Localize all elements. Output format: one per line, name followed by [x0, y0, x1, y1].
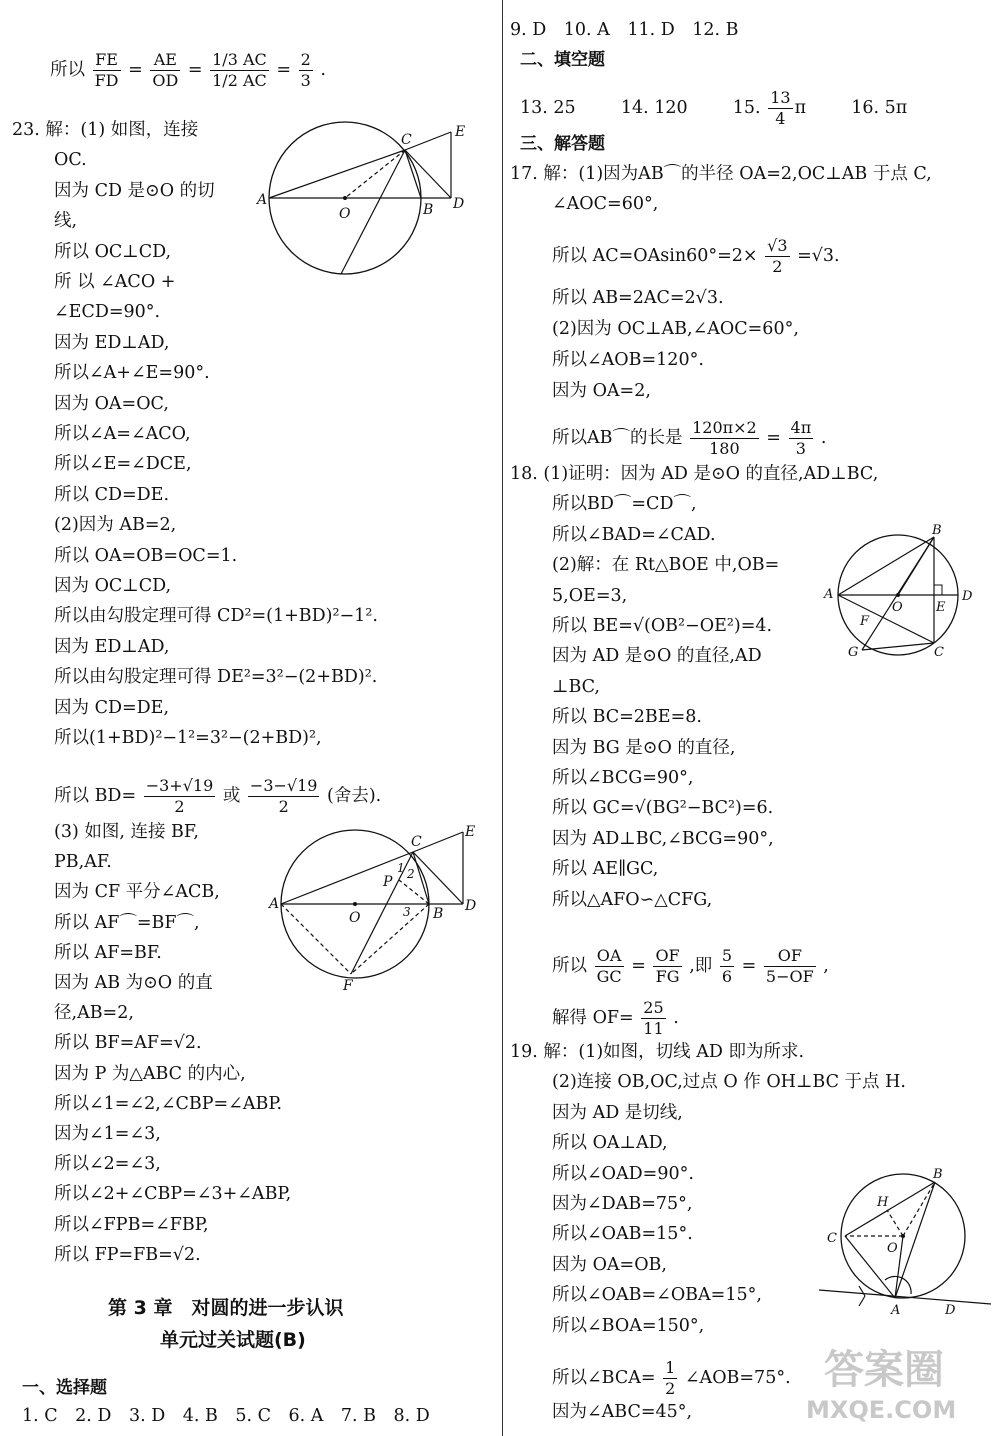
figure-label: A	[891, 1303, 901, 1318]
figure-label: E	[936, 600, 946, 615]
denominator: 2	[278, 797, 289, 816]
text-line: 因为 AB 为⊙O 的直	[54, 973, 213, 993]
text-line: 所以∠E=∠DCE,	[54, 454, 192, 475]
figure-23-1	[255, 118, 480, 283]
figure-label: E	[465, 824, 476, 840]
text-line: ∠ECD=90°.	[54, 302, 161, 323]
figure-label: P	[383, 874, 393, 890]
figure-18	[820, 522, 980, 662]
fill-answers	[520, 88, 907, 129]
answer-15: 15.	[732, 98, 761, 118]
text: 所以	[552, 956, 587, 976]
text: .	[673, 1008, 679, 1028]
fraction	[150, 50, 180, 91]
fraction	[299, 50, 313, 91]
intro-equation	[50, 50, 326, 91]
bd-equation	[54, 776, 381, 817]
denominator: 180	[709, 439, 740, 458]
fraction	[641, 998, 665, 1039]
text-line: 所以(1+BD)²−1²=3²−(2+BD)²,	[54, 728, 322, 748]
text-line: (2)解：在 Rt△BOE 中,OB=	[552, 555, 780, 576]
text: .	[820, 428, 827, 448]
fraction	[653, 946, 681, 987]
denominator: GC	[596, 967, 622, 986]
text-line: 所以∠OAD=90°.	[552, 1163, 694, 1184]
numerator: 4π	[790, 418, 812, 437]
text-line: ⊥BC,	[552, 676, 600, 697]
text-line: 所以∠BCG=90°,	[552, 768, 694, 788]
figure-label: C	[401, 132, 412, 148]
denominator: 11	[643, 1019, 664, 1038]
text-line: (2)因为 AB=2,	[54, 515, 177, 536]
numerator: 13	[770, 88, 791, 107]
figure-label: 2	[407, 867, 415, 881]
p17-arc-length	[552, 418, 826, 459]
text: =	[631, 956, 646, 976]
figure-label: O	[887, 1241, 898, 1256]
text: (舍去).	[327, 786, 382, 806]
text: π	[794, 98, 807, 118]
figure-label: 3	[403, 905, 411, 919]
section-fill: 二、填空题	[520, 50, 605, 70]
section-solve: 三、解答题	[520, 134, 605, 154]
fraction	[764, 946, 816, 987]
text-line: 所以∠BAD=∠CAD.	[552, 524, 716, 545]
text-line: 所以∠OAB=∠OBA=15°,	[552, 1285, 762, 1306]
denominator: 4	[775, 109, 786, 128]
denominator: FD	[94, 71, 119, 90]
test-title: 单元过关试题(B)	[160, 1329, 306, 1351]
fraction	[690, 418, 759, 459]
text-line: 因为 CF 平分∠ACB,	[54, 882, 220, 903]
figure-label: A	[269, 896, 280, 912]
denominator: 5−OF	[765, 967, 814, 986]
text-line: 17. 解：(1)因为AB⌒的半径 OA=2,OC⊥AB 于点 C,	[510, 164, 932, 184]
answer-13: 13. 25	[520, 98, 576, 118]
numerator: −3−√19	[249, 776, 318, 795]
text: =	[766, 428, 781, 448]
fraction	[789, 418, 814, 459]
text-line: ∠AOC=60°,	[552, 194, 659, 214]
text-line: 所以 OA⊥AD,	[552, 1133, 668, 1154]
text-line: 所以 BC=2BE=8.	[552, 707, 702, 728]
answer-14: 14. 120	[620, 98, 688, 118]
fraction	[595, 946, 624, 987]
text-line: 所以∠AOB=120°.	[552, 350, 704, 370]
text: 所以∠BCA=	[552, 1368, 656, 1388]
text-line: 所以 CD=DE.	[54, 484, 170, 505]
numerator: 5	[721, 946, 733, 965]
text-line: 所以∠A+∠E=90°.	[54, 363, 210, 384]
figure-label: F	[860, 614, 870, 629]
text: ,即	[689, 956, 713, 976]
text-line: 所以∠FPB=∠FBP,	[54, 1214, 209, 1235]
text-line: 因为 AD 是⊙O 的直径,AD	[552, 646, 762, 667]
denominator: OD	[152, 71, 179, 90]
figure-label: D	[962, 589, 973, 604]
figure-label: B	[433, 906, 444, 922]
text-line: 因为 ED⊥AD,	[54, 636, 170, 657]
text-line: 所以∠1=∠2,∠CBP=∠ABP.	[54, 1093, 283, 1114]
figure-label: 1	[397, 861, 405, 875]
p19-last-line: 因为∠ABC=45°,	[552, 1402, 693, 1422]
numerator: FE	[93, 50, 121, 71]
figure-label: D	[453, 196, 465, 212]
fraction	[765, 236, 789, 277]
answers-line-1: 1. C 2. D 3. D 4. B 5. C 6. A 7. B 8. D	[22, 1406, 430, 1426]
numerator: OA	[595, 946, 624, 967]
text-line: 18. (1)证明：因为 AD 是⊙O 的直径,AD⊥BC,	[510, 464, 879, 484]
text-line: 所以由勾股定理可得 CD²=(1+BD)²−1².	[54, 606, 378, 627]
text: =	[741, 956, 757, 976]
p17-ac-equation	[552, 236, 840, 277]
p18-solve	[552, 998, 679, 1039]
watermark-url: MXQE.COM	[806, 1396, 957, 1424]
text-line: 所以 BE=√(OB²−OE²)=4.	[552, 616, 773, 636]
text-line: (2)连接 OB,OC,过点 O 作 OH⊥BC 于点 H.	[552, 1072, 906, 1093]
figure-label: O	[892, 600, 903, 615]
text-line: 因为 P 为△ABC 的内心,	[54, 1063, 246, 1084]
text-line: 所 以 ∠ACO +	[54, 272, 176, 292]
text: ∠AOB=75°.	[684, 1368, 791, 1388]
text-line: 所以△AFO∽△CFG,	[552, 889, 713, 910]
text-line: 19. 解：(1)如图，切线 AD 即为所求.	[510, 1042, 805, 1062]
p19-bca	[552, 1358, 791, 1399]
numerator: 1	[665, 1358, 676, 1377]
figure-label: B	[933, 1167, 943, 1182]
text-line: 因为 BG 是⊙O 的直径,	[552, 737, 736, 758]
text-line: 所以 AF⌒=BF⌒,	[54, 912, 200, 933]
text-line: 因为 CD=DE,	[54, 697, 170, 718]
fraction	[768, 88, 792, 129]
text-line: 因为 ED⊥AD,	[54, 332, 170, 353]
text: 所以	[50, 60, 85, 80]
text-line: 所以∠OAB=15°.	[552, 1224, 693, 1245]
fraction	[663, 1358, 677, 1399]
text-line: 23. 解：(1) 如图，连接	[12, 120, 199, 140]
fraction	[210, 50, 269, 91]
text-line: OC.	[54, 150, 87, 171]
text-line: 因为 OA=2,	[552, 381, 651, 401]
text: 所以AB⌒的长是	[552, 428, 683, 448]
text-line: 因为∠1=∠3,	[54, 1124, 161, 1144]
text-line: 所以 AE∥GC,	[552, 859, 659, 880]
figure-label: B	[932, 523, 942, 538]
p18-ratio	[552, 946, 829, 987]
denominator: 1/2 AC	[212, 71, 267, 90]
figure-label: G	[848, 645, 859, 660]
denominator: 2	[174, 797, 185, 816]
text-line: (2)因为 OC⊥AB,∠AOC=60°,	[552, 319, 799, 339]
text-line: 所以 GC=√(BG²−BC²)=6.	[552, 798, 774, 819]
denominator: FG	[655, 967, 680, 986]
denominator: 2	[772, 257, 783, 276]
text: 或	[222, 786, 241, 806]
figure-label: B	[423, 202, 434, 218]
text-line: (3) 如图, 连接 BF,	[54, 822, 199, 842]
numerator: OF	[764, 946, 816, 967]
text: =	[276, 60, 292, 80]
section-choice: 一、选择题	[22, 1378, 107, 1398]
fraction	[93, 50, 121, 91]
figure-19	[815, 1162, 995, 1322]
figure-label: H	[877, 1195, 889, 1210]
figure-label: A	[257, 192, 268, 208]
figure-label: O	[339, 206, 351, 222]
text-line: 所以∠2+∠CBP=∠3+∠ABP,	[54, 1184, 292, 1205]
text-line: 因为 AD⊥BC,∠BCG=90°,	[552, 828, 774, 849]
text: ,	[823, 956, 829, 976]
text-line: 所以 FP=FB=√2.	[54, 1244, 201, 1265]
figure-label: D	[945, 1303, 956, 1318]
numerator: 2	[300, 50, 311, 69]
fraction	[248, 776, 320, 817]
watermark-logo: 答案圈	[824, 1347, 944, 1393]
text-line: 5,OE=3,	[552, 585, 628, 606]
denominator: 3	[300, 71, 311, 90]
text-line: 所以∠BOA=150°,	[552, 1315, 705, 1336]
figure-label: C	[934, 645, 944, 660]
text-line: 所以 OA=OB=OC=1.	[54, 545, 238, 566]
text-line: 所以 AB=2AC=2√3.	[552, 288, 724, 308]
text-line: 因为∠DAB=75°,	[552, 1194, 693, 1214]
figure-label: C	[827, 1231, 837, 1246]
text-line: 所以 BF=AF=√2.	[54, 1033, 202, 1054]
text-line: 因为 AD 是切线,	[552, 1102, 683, 1123]
denominator: 2	[665, 1379, 676, 1398]
figure-label: E	[455, 124, 466, 140]
text-line: 所以由勾股定理可得 DE²=3²−(2+BD)².	[54, 667, 378, 688]
numerator: 1/3 AC	[212, 50, 267, 69]
denominator: 6	[721, 967, 733, 986]
text-line: 因为 OA=OB,	[552, 1254, 667, 1275]
text: =√3.	[797, 246, 840, 266]
text-line: 因为 CD 是⊙O 的切	[54, 180, 215, 201]
text: 解得 OF=	[552, 1008, 634, 1028]
fraction	[144, 776, 216, 817]
figure-label: A	[824, 587, 834, 602]
chapter-title: 第 3 章 对圆的进一步认识	[108, 1297, 344, 1319]
numerator: 25	[643, 998, 664, 1017]
figure-label: F	[343, 978, 353, 993]
text-line: 径,AB=2,	[54, 1003, 134, 1024]
text-line: 所以 OC⊥CD,	[54, 241, 172, 262]
text-line: 线,	[54, 211, 78, 232]
numerator: √3	[767, 236, 788, 255]
text-line: 所以 AF=BF.	[54, 942, 162, 963]
numerator: 120π×2	[692, 418, 757, 437]
text-line: 所以∠2=∠3,	[54, 1154, 161, 1175]
text-line: 因为 OC⊥CD,	[54, 576, 172, 596]
text-line: PB,AF.	[54, 852, 112, 873]
text-line: 所以BD⌒=CD⌒,	[552, 494, 697, 515]
answer-16: 16. 5π	[851, 98, 908, 118]
figure-label: C	[411, 834, 422, 850]
figure-23-3	[265, 818, 490, 993]
numerator: OF	[655, 946, 680, 965]
column-divider	[502, 0, 503, 1436]
text: =	[187, 60, 203, 80]
text: 所以 AC=OAsin60°=2×	[552, 246, 758, 266]
numerator: AE	[150, 50, 180, 71]
text-line: 所以∠A=∠ACO,	[54, 424, 191, 444]
text: =	[128, 60, 143, 80]
text: 所以 BD=	[54, 786, 137, 806]
figure-label: D	[465, 898, 477, 914]
numerator: −3+√19	[145, 776, 214, 795]
answers-line-2: 9. D 10. A 11. D 12. B	[510, 20, 739, 40]
fraction	[720, 946, 734, 987]
text: .	[320, 60, 326, 80]
denominator: 3	[795, 439, 806, 458]
figure-label: O	[349, 910, 361, 926]
text-line: 因为 OA=OC,	[54, 393, 169, 414]
